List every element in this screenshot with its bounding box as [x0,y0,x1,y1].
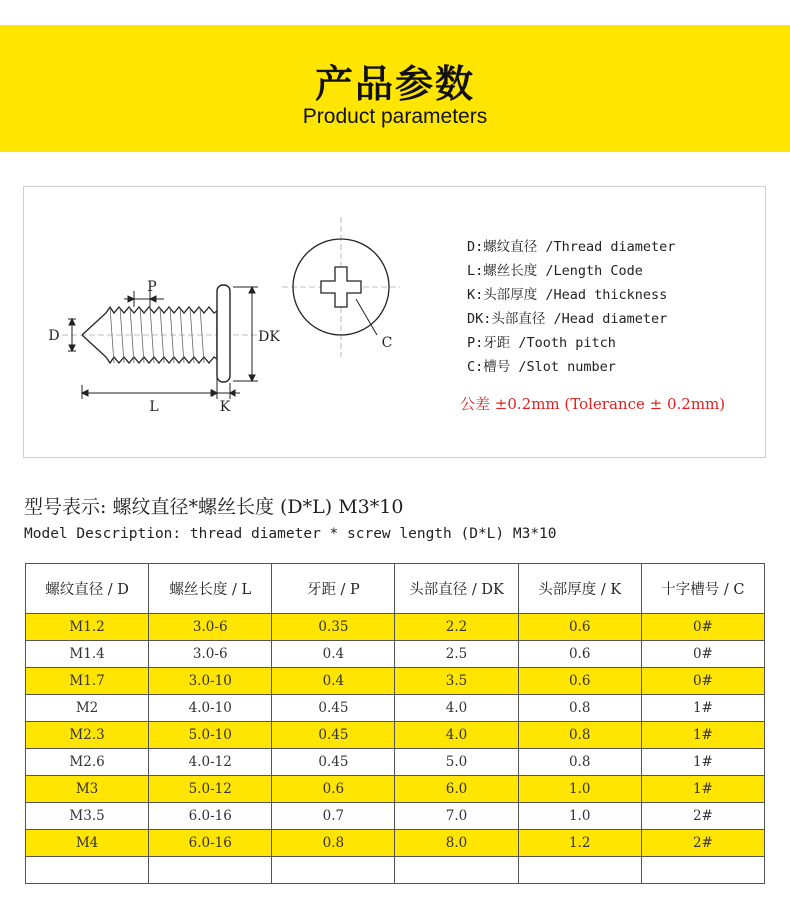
screw-head-icon [217,285,230,382]
table-cell: 0.8 [272,830,395,857]
table-cell: 4.0-12 [149,749,272,776]
column-header: 十字槽号 / C [641,564,764,614]
table-row [26,641,765,668]
table-cell [395,857,518,884]
table-cell: 7.0 [395,803,518,830]
table-cell: 3.0-6 [149,614,272,641]
table-cell: 1# [641,695,764,722]
column-header: 螺丝长度 / L [149,564,272,614]
table-cell: M1.7 [26,668,149,695]
table-cell [518,857,641,884]
table-cell [641,857,764,884]
table-cell: M3.5 [26,803,149,830]
table-cell [26,857,149,884]
table-cell: 2.2 [395,614,518,641]
table-cell: 0.4 [272,641,395,668]
table-cell: 0.6 [518,668,641,695]
head-thickness-dimension [210,383,240,399]
table-cell: M2.3 [26,722,149,749]
table-cell: M3 [26,776,149,803]
length-label: L [149,399,159,415]
table-cell: 1# [641,722,764,749]
table-row [26,749,765,776]
table-cell: 5.0-10 [149,722,272,749]
table-cell: 2# [641,830,764,857]
table-cell: 0.45 [272,722,395,749]
table-cell: 1.0 [518,776,641,803]
table-cell: 0.7 [272,803,395,830]
table-row [26,614,765,641]
table-cell [149,857,272,884]
legend-item: K:头部厚度 /Head thickness [467,287,668,303]
pitch-label: P [147,279,157,295]
table-row [26,695,765,722]
pitch-dimension [124,291,164,307]
length-dimension [82,365,217,399]
model-title: 型号表示: 螺纹直径*螺丝长度 (D*L) M3*10 [24,496,404,518]
table-header-row [26,564,765,614]
table-cell: 0.6 [518,641,641,668]
table-row [26,803,765,830]
table-cell: M2.6 [26,749,149,776]
table-cell: 4.0 [395,722,518,749]
legend-item: DK:头部直径 /Head diameter [467,311,668,327]
table-cell: 3.5 [395,668,518,695]
table-cell: 0.6 [518,614,641,641]
legend-item: C:槽号 /Slot number [467,359,616,375]
column-header: 螺纹直径 / D [26,564,149,614]
tolerance-note: 公差 ±0.2mm (Tolerance ± 0.2mm) [460,395,726,413]
table-cell: 2# [641,803,764,830]
page-subtitle: Product parameters [302,105,488,128]
page-title: 产品参数 [314,62,475,106]
table-cell: 0# [641,614,764,641]
table-cell: M4 [26,830,149,857]
table-cell: 0.45 [272,695,395,722]
table-cell: 5.0-12 [149,776,272,803]
table-cell: 0.35 [272,614,395,641]
legend-item: D:螺纹直径 /Thread diameter [467,239,676,255]
head-diameter-label: DK [258,329,280,345]
table-cell: 0.8 [518,695,641,722]
table-cell: 0# [641,641,764,668]
column-header: 牙距 / P [272,564,395,614]
table-cell: 6.0-16 [149,830,272,857]
table-cell: 0.45 [272,749,395,776]
spec-table [25,563,765,884]
table-cell: M1.2 [26,614,149,641]
table-cell: 0.8 [518,722,641,749]
table-cell: 4.0-10 [149,695,272,722]
table-cell: 8.0 [395,830,518,857]
legend-item: L:螺丝长度 /Length Code [467,263,643,279]
table-cell [272,857,395,884]
table-row [26,830,765,857]
table-cell: M1.4 [26,641,149,668]
column-header: 头部直径 / DK [395,564,518,614]
table-cell: 1# [641,749,764,776]
table-cell: 5.0 [395,749,518,776]
table-cell: 6.0 [395,776,518,803]
table-cell: M2 [26,695,149,722]
table-cell: 3.0-6 [149,641,272,668]
table-cell: 3.0-10 [149,668,272,695]
slot-label: C [381,335,393,351]
table-cell: 1# [641,776,764,803]
parameter-legend [467,235,675,379]
table-cell: 4.0 [395,695,518,722]
table-cell: 0.4 [272,668,395,695]
screw-diagram-panel [23,186,766,458]
legend-item: P:牙距 /Tooth pitch [467,335,616,351]
table-cell: 0.8 [518,749,641,776]
table-cell: 1.2 [518,830,641,857]
column-header: 头部厚度 / K [518,564,641,614]
table-row [26,668,765,695]
table-row [26,722,765,749]
model-description: Model Description: thread diameter * screw length (D*L) M3*10 [24,526,557,542]
diameter-label: D [48,328,60,344]
table-cell: 0.6 [272,776,395,803]
head-thickness-label: K [219,399,231,415]
table-row [26,776,765,803]
table-cell: 1.0 [518,803,641,830]
table-cell: 0# [641,668,764,695]
header-banner [0,25,790,152]
table-row-empty [26,857,765,884]
table-cell: 6.0-16 [149,803,272,830]
table-cell: 2.5 [395,641,518,668]
head-diameter-dimension [233,287,258,381]
